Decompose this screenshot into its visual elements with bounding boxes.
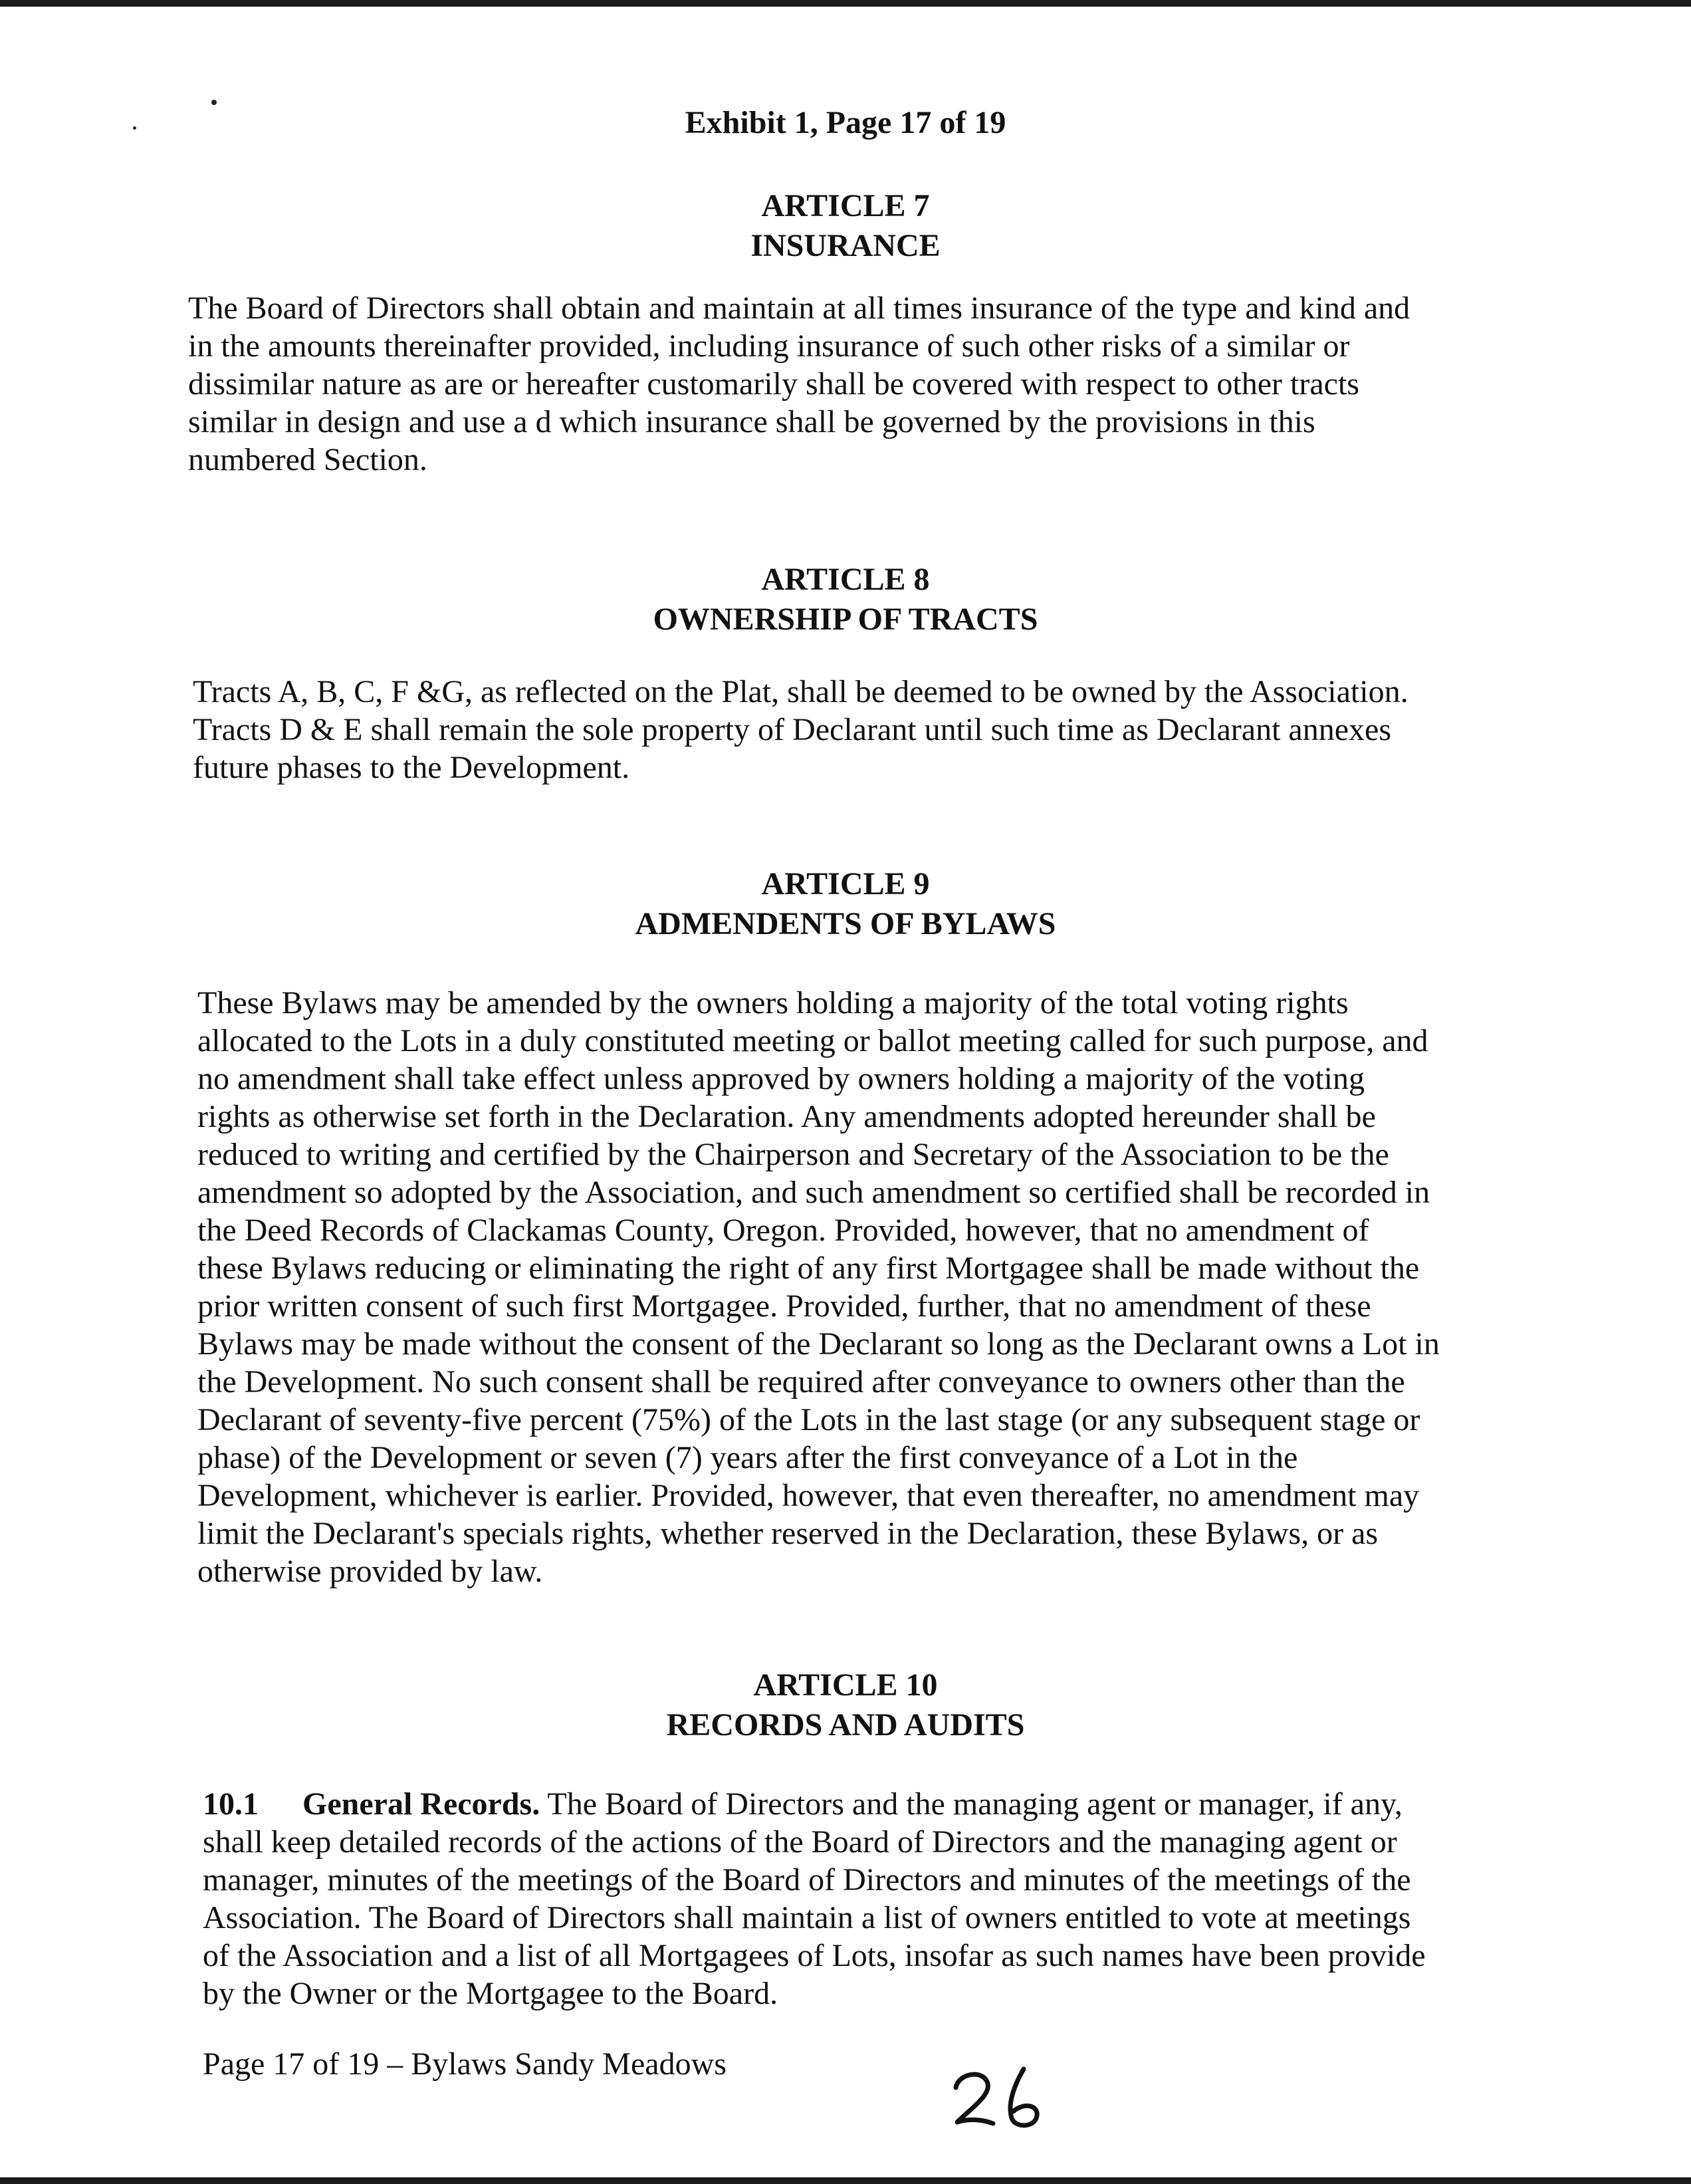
section-text: The Board of Directors and the managing agent or manager, if any, (547, 1786, 1403, 1822)
text-line: numbered Section. (188, 442, 427, 477)
text-line: Tracts A, B, C, F &G, as reflected on the Plat, shall be deemed to be owned by the Association. (193, 674, 1409, 709)
text-line: dissimilar nature as are or hereafter customarily shall be covered with respect to other tracts (188, 366, 1359, 402)
article-10-body (203, 1785, 1426, 2012)
page-footer: Page 17 of 19 – Bylaws Sandy Meadows (203, 2046, 727, 2082)
text-line: in the amounts thereinafter provided, including insurance of such other risks of a similar or (188, 328, 1350, 364)
text-line: prior written consent of such first Mortgagee. Provided, further, that no amendment of these (197, 1288, 1371, 1324)
text-line: manager, minutes of the meetings of the Board of Directors and minutes of the meetings of the (203, 1862, 1411, 1897)
text-line: these Bylaws reducing or eliminating the right of any first Mortgagee shall be made without the (197, 1251, 1420, 1286)
scan-top-edge (0, 0, 1691, 7)
article-8-heading (0, 560, 1691, 640)
text-line: rights as otherwise set forth in the Declaration. Any amendments adopted hereunder shall be (197, 1099, 1376, 1134)
text-line: Development, whichever is earlier. Provided, however, that even thereafter, no amendment may (197, 1478, 1420, 1513)
section-number: 10.1 (203, 1786, 259, 1822)
text-line: The Board of Directors shall obtain and maintain at all times insurance of the type and kind and (188, 291, 1410, 326)
article-title: OWNERSHIP OF TRACTS (653, 602, 1038, 637)
text-line: shall keep detailed records of the actions of the Board of Directors and the managing agent or (203, 1824, 1397, 1860)
article-number: ARTICLE 7 (761, 188, 930, 223)
article-title: RECORDS AND AUDITS (666, 1707, 1025, 1743)
article-9-body (197, 984, 1440, 1590)
text-line: Bylaws may be made without the consent of the Declarant so long as the Declarant owns a Lot in (197, 1326, 1440, 1362)
text-line: of the Association and a list of all Mortgagees of Lots, insofar as such names have been provide (203, 1938, 1426, 1973)
section-title: General Records. (302, 1786, 540, 1822)
text-line: phase) of the Development or seven (7) years after the first conveyance of a Lot in the (197, 1440, 1298, 1475)
text-line: Association. The Board of Directors shall maintain a list of owners entitled to vote at meetings (203, 1900, 1411, 1935)
article-7-heading (0, 186, 1691, 266)
text-line: allocated to the Lots in a duly constituted meeting or ballot meeting called for such purpose, and (197, 1023, 1428, 1058)
article-9-heading (0, 864, 1691, 944)
text-line: otherwise provided by law. (197, 1554, 543, 1589)
handwritten-page-number (944, 2061, 1077, 2134)
text-line: amendment so adopted by the Association, and such amendment so certified shall be recorded in (197, 1175, 1430, 1210)
article-number: ARTICLE 8 (761, 562, 930, 597)
text-line: Tracts D & E shall remain the sole property of Declarant until such time as Declarant annexes (193, 712, 1391, 747)
article-8-body (193, 673, 1409, 787)
text-line: These Bylaws may be amended by the owners holding a majority of the total voting rights (197, 985, 1349, 1021)
text-line: similar in design and use a d which insurance shall be governed by the provisions in this (188, 404, 1315, 439)
text-line: Declarant of seventy-five percent (75%) of the Lots in the last stage (or any subsequent stage or (197, 1402, 1420, 1437)
article-title: INSURANCE (750, 228, 941, 263)
text-line: the Deed Records of Clackamas County, Oregon. Provided, however, that no amendment of (197, 1213, 1369, 1248)
section-first-line (203, 1785, 1426, 1823)
article-10-heading (0, 1665, 1691, 1745)
text-line: the Development. No such consent shall be required after conveyance to owners other than the (197, 1364, 1405, 1399)
article-number: ARTICLE 10 (753, 1667, 938, 1703)
text-line: no amendment shall take effect unless approved by owners holding a majority of the voting (197, 1061, 1365, 1096)
article-number: ARTICLE 9 (761, 866, 930, 902)
text-line: limit the Declarant's specials rights, whether reserved in the Declaration, these Bylaws, or as (197, 1516, 1379, 1551)
text-line: reduced to writing and certified by the Chairperson and Secretary of the Association to be the (197, 1137, 1389, 1172)
scan-bottom-edge (0, 2177, 1691, 2184)
text-line: by the Owner or the Mortgagee to the Board. (203, 1976, 778, 2011)
article-title: ADMENDENTS OF BYLAWS (635, 906, 1056, 941)
text-line: future phases to the Development. (193, 750, 630, 785)
exhibit-header: Exhibit 1, Page 17 of 19 (685, 105, 1006, 140)
article-7-body (188, 289, 1410, 479)
